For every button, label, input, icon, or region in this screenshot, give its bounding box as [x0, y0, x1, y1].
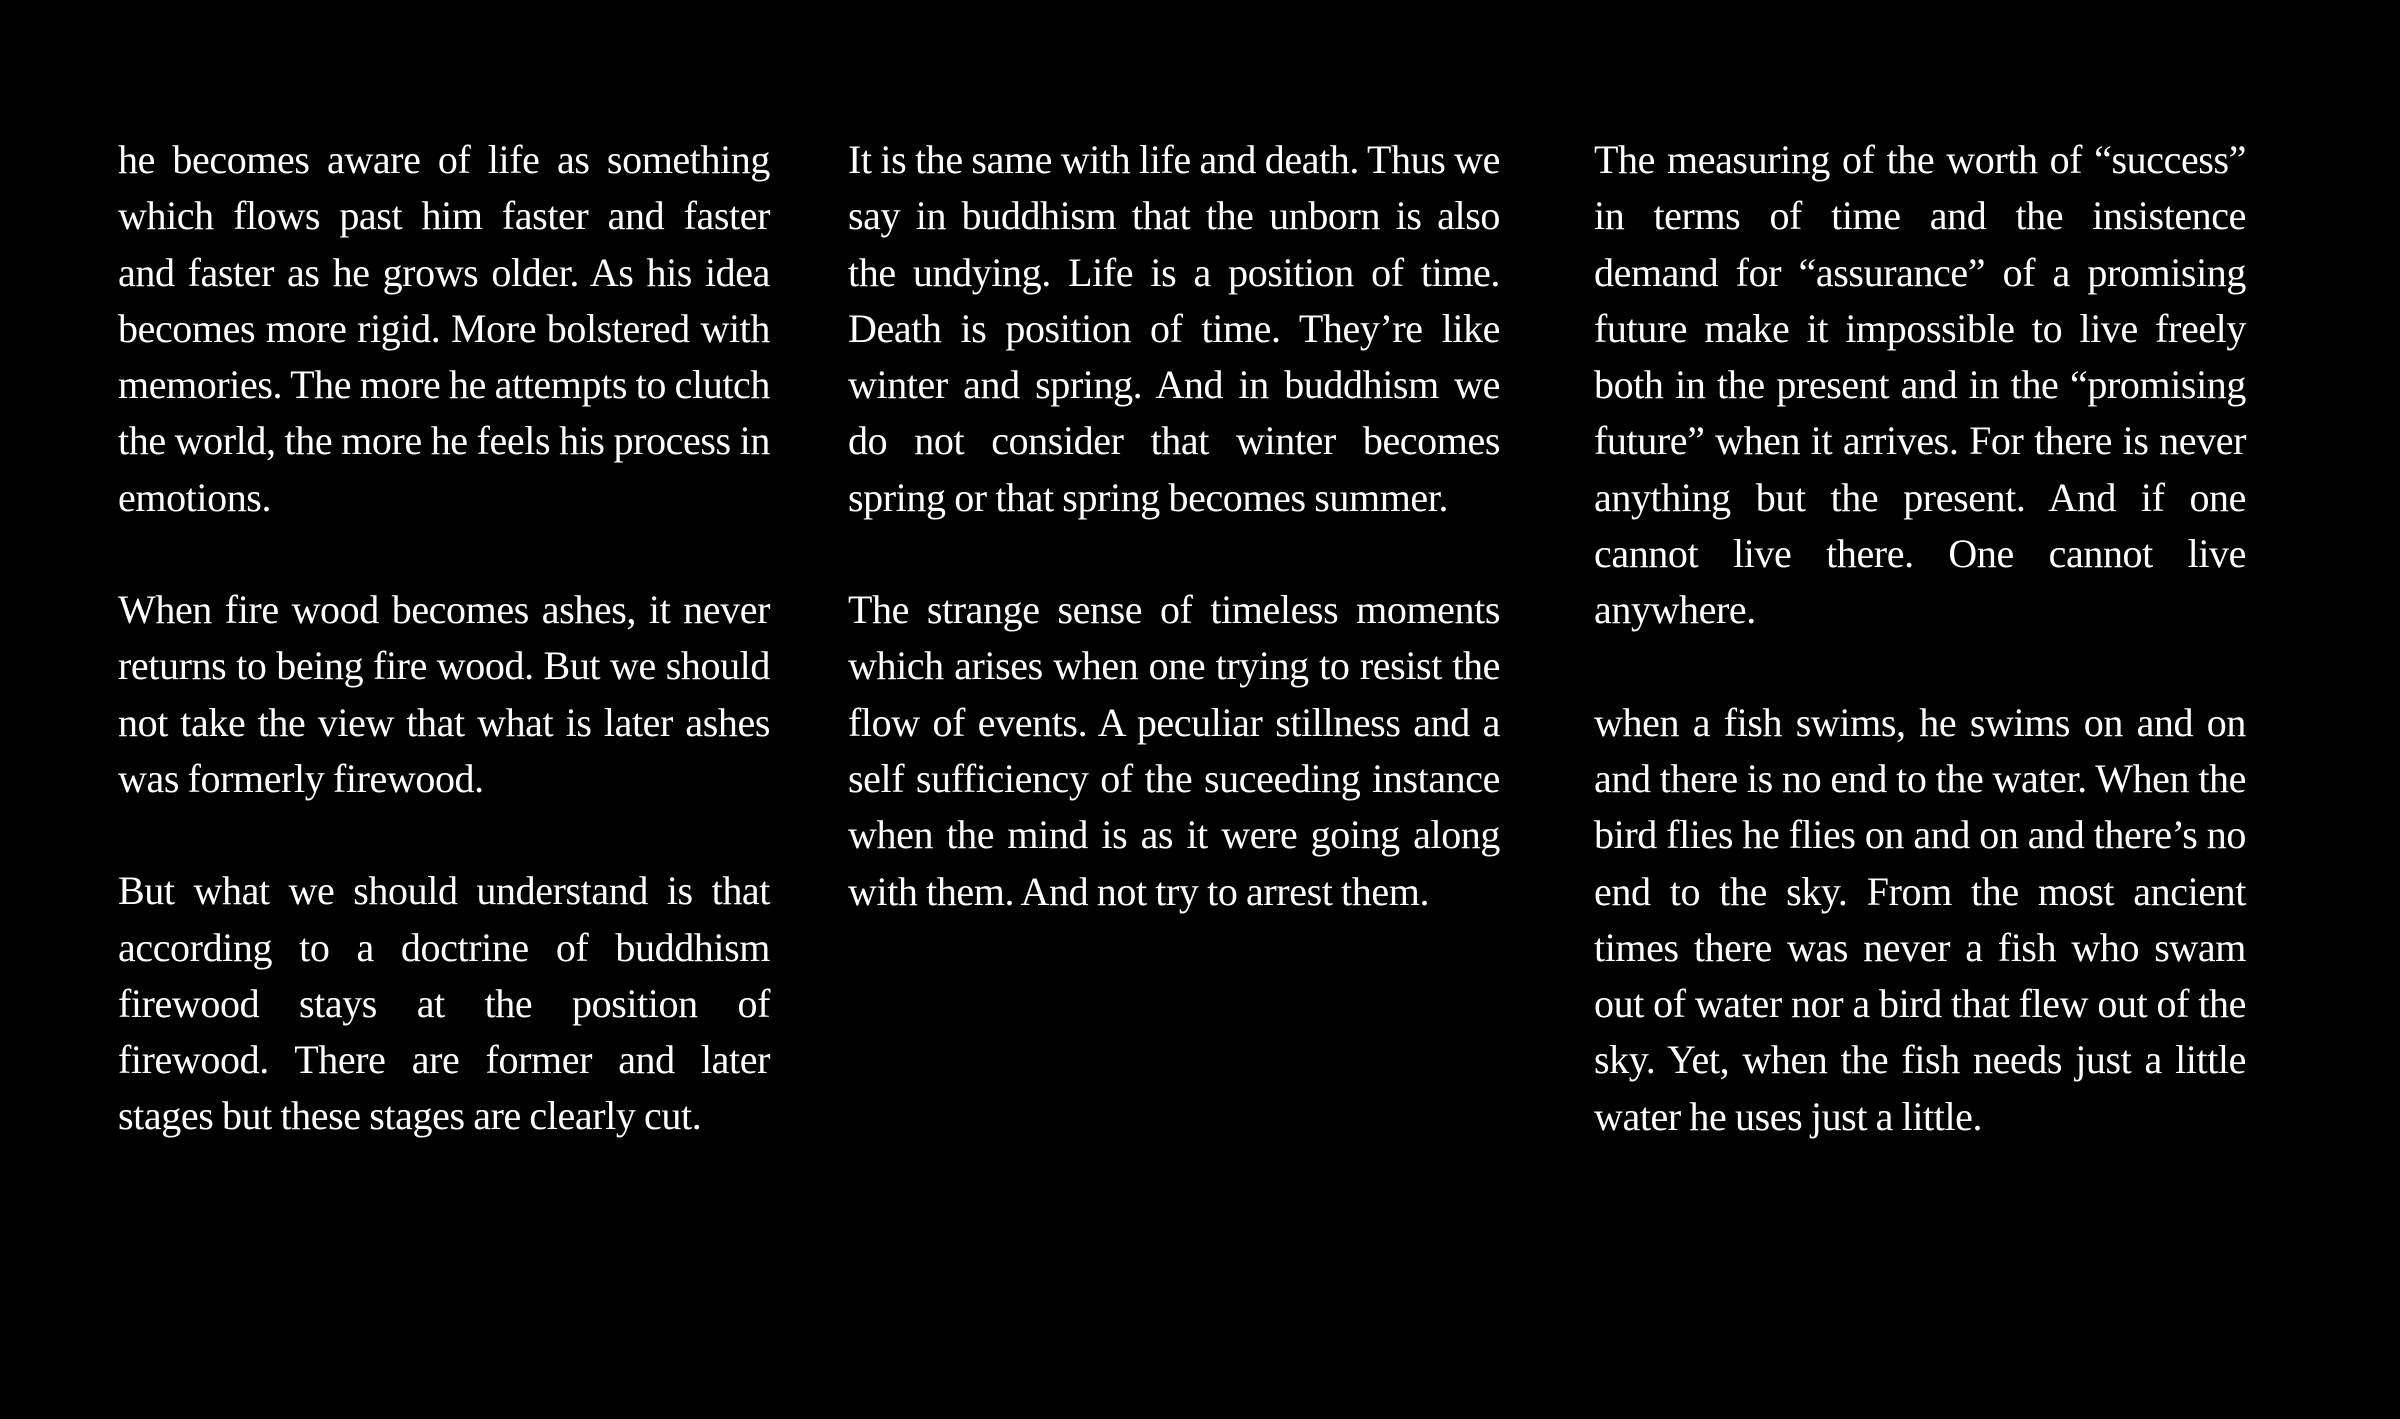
- text-column-3: [1594, 132, 2246, 1201]
- text-column-2: [848, 132, 1500, 976]
- paragraph: It is the same with life and death. Thus we say in buddhism that the unborn is also the undying. Life is a position of time. Death is position of time. They’re like winter and spring. And in buddhism we do not consider that winter becomes spring or that spring becomes summer.: [848, 137, 1500, 520]
- paragraph: When fire wood becomes ashes, it never returns to being fire wood. But we should not take the view that what is later ashes was formerly firewood.: [118, 587, 770, 801]
- paragraph: The measuring of the worth of “success” in terms of time and the insistence demand for “assurance” of a promising future make it impossible to live freely both in the present and in the “promising future” when it arrives. For there is never anything but the present. And if one cannot live there. One cannot live anywhere.: [1594, 137, 2246, 633]
- text-column-1: [118, 132, 770, 1201]
- paragraph: he becomes aware of life as something which flows past him faster and faster and faster as he grows older. As his idea becomes more rigid. More bolstered with memories. The more he attempts to clutch the world, the more he feels his process in emotions.: [118, 137, 770, 520]
- paragraph: when a fish swims, he swims on and on and there is no end to the water. When the bird flies he flies on and on and there’s no end to the sky. From the most ancient times there was never a fish who swam out of water nor a bird that flew out of the sky. Yet, when the fish needs just a little water he uses just a little.: [1594, 699, 2246, 1139]
- paragraph: The strange sense of timeless moments which arises when one trying to resist the flow of events. A peculiar stillness and a self sufficiency of the suceeding instance when the mind is as it were going along with them. And not try to arrest them.: [848, 587, 1500, 914]
- paragraph: But what we should understand is that according to a doctrine of buddhism firewood stays at the position of firewood. There are former and later stages but these stages are clearly cut.: [118, 868, 770, 1139]
